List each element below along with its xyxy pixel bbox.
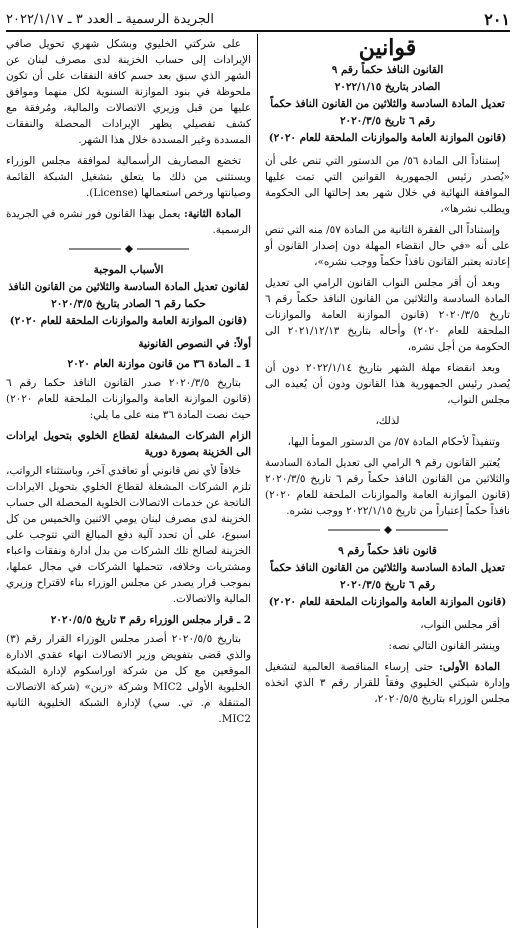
law2-title-line: تعديل المادة السادسة والثلاثين من القانون النافذ حكماً رقم ٦ تاريخ ٢٠٢٠/٣/٥ bbox=[270, 562, 505, 591]
section-title: قوانين bbox=[358, 35, 417, 61]
header-rule bbox=[6, 30, 510, 32]
paragraph: أقر مجلس النواب، bbox=[420, 619, 500, 631]
therefore-label: لذلك، bbox=[375, 415, 400, 427]
article-label: المادة الثانية: bbox=[184, 208, 242, 220]
subheading: 2 ـ قرار مجلس الوزراء رقم ٣ تاريخ ٢٠٢٠/٥/٥ bbox=[50, 614, 251, 626]
subheading: أولاً: في النصوص القانونية bbox=[138, 338, 251, 350]
reasons-title-line: (قانون الموازنة العامة والموازنات الملحقة للعام ٢٠٢٠) bbox=[9, 315, 248, 327]
law-title-line: (قانون الموازنة العامة والموازنات الملحقة للعام ٢٠٢٠) bbox=[268, 132, 507, 144]
subheading: 1 ـ المادة ٣٦ من قانون موازنة العام ٢٠٢٠ bbox=[67, 358, 251, 370]
paragraph: بتاريخ ٢٠٢٠/٣/٥ صدر القانون النافذ حكما رقم ٦ (قانون الموازنة العامة والموازنات الملحقة للعام ٢٠٢٠) حيث نصت المادة ٣٦ منه على ما يلي: bbox=[6, 377, 251, 421]
paragraph: وتنفيذاً لأحكام المادة ٥٧/ من الدستور المومأ اليها، bbox=[287, 436, 500, 448]
reasons-title bbox=[6, 262, 251, 330]
law2-title-line: قانون نافذ حكماً رقم ٩ bbox=[338, 545, 437, 557]
law-title-line: تعديل المادة السادسة والثلاثين من القانون النافذ حكماً رقم ٦ تاريخ ٢٠٢٠/٣/٥ bbox=[270, 98, 505, 127]
paragraph: وبعد انقضاء مهلة الشهر بتاريخ ٢٠٢٢/١/١٤ دون أن يُصدر رئيس الجمهورية هذا القانون ودون أن يُعيده الى مجلس النواب، bbox=[265, 362, 510, 406]
law2-title bbox=[265, 543, 510, 611]
reasons-title-line: لقانون تعديل المادة السادسة والثلاثين من القانون النافذ حكما رقم ٦ الصادر بتاريخ ٢٠٢٠/٣/٥ bbox=[8, 281, 249, 310]
law-title-line: الصادر بتاريخ ٢٠٢٢/١/١٥ bbox=[334, 81, 441, 93]
page-header bbox=[6, 8, 510, 30]
paragraph: بتاريخ ٢٠٢٠/٥/٥ أصدر مجلس الوزراء القرار رقم (٣) والذي قضى بتفويض وزير الاتصالات انهاء عقدي الادارة الموقعين مع كل من شركة اوراسكوم لإدارة الشبكة الخليوية الأولى MIC2 وشركة «زين» (شركة الاتصالات المتنقلة م. تي. سي) لإدارة الشبكة الخليوية الثانية MIC2. bbox=[6, 633, 251, 725]
paragraph: خلافاً لأي نص قانوني أو تعاقدي آخر، وباستثناء الرواتب، تلزم الشركات المشغلة لقطاع الخلوي بتحويل الايرادات الناتجة عن خدمات الاتصالات الخلوية المحصلة الى حساب الخزينة لدى مصرف لبنان يومي الاثنين والخميس من كل اسبوع، على أن تحدد آلية دفع المبالغ التي تتوجب على الخزينة لصالح تلك الشركات من بدل ادارة ونفقات واعباء ومشتريات وخلافه، تتحملها الشركات في مجال عملها، بموجب قرار يصدر عن مجلس الوزراء بناء لاقتراح وزيري المالية والاتصالات. bbox=[6, 465, 251, 605]
divider-ornament bbox=[6, 244, 251, 254]
paragraph: وإستناداً الى الفقرة الثانية من المادة ٥٧/ منه التي تنص على أنه «في حال انقضاء المهلة دون إصدار القانون أو إعادته يعتبر القانون نافذاً حكماً ووجب نشره»، bbox=[265, 224, 510, 268]
paragraph: تخضع المصاريف الرأسمالية لموافقة مجلس الوزراء ويستثنى من ذلك ما يتعلق بتشغيل الشبكة القائمة وصيانتها ورخص استعمالها (License). bbox=[6, 155, 251, 199]
column-divider bbox=[257, 34, 258, 928]
law-title bbox=[265, 62, 510, 147]
article-text: يعمل بهذا القانون فور نشره في الجريدة الرسمية. bbox=[6, 208, 251, 236]
right-column bbox=[265, 36, 510, 712]
subheading: الزام الشركات المشغلة لقطاع الخلوي بتحويل ايرادات الى الخزينة بصورة دورية bbox=[6, 430, 251, 458]
reasons-title-line: الأسباب الموجبة bbox=[93, 264, 164, 276]
paragraph: يُعتبر القانون رقم ٩ الرامي الى تعديل المادة السادسة والثلاثين من القانون النافذ حكماً رقم ٦ تاريخ ٢٠٢٠/٣/٥ (قانون الموازنة العامة والموازنات الملحقة للعام ٢٠٢٠) نافذاً حكماً إعتباراً من تاريخ ٢٠٢٢/١/١٥ ووجب نشره. bbox=[265, 457, 510, 517]
law-title-line: القانون النافذ حكماً رقم ٩ bbox=[331, 64, 444, 76]
law2-title-line: (قانون الموازنة العامة والموازنات الملحقة للعام ٢٠٢٠) bbox=[268, 596, 507, 608]
article-text: حتى إرساء المناقصة العالمية لتشغيل وإدارة شبكتي الخليوي وفقاً للقرار رقم ٣ الذي اتخذه مجلس الوزراء بتاريخ ٢٠٢٠/٥/٥، bbox=[265, 661, 511, 705]
left-column bbox=[6, 36, 251, 732]
paragraph: على شركتي الخليوي وبشكل شهري تحويل صافي الإيرادات إلى حساب الخزينة لدى مصرف لبنان عن الشهر الذي سبق بعد حسم كافة النفقات على أن تكون ملحوظة في بنود الموازنة السنوية لكل منهما وموافق عليها من قبل وزيري الاتصالات والمالية، ومُرفقة مع كشف تفصيلي يظهر الإيرادات المحصلة والنفقات المسددة وغير المسددة خلال هذا الشهر. bbox=[6, 38, 251, 146]
divider-ornament bbox=[265, 525, 510, 535]
page-number: ٢٠١ bbox=[484, 9, 510, 29]
article-label: المادة الأولى: bbox=[438, 661, 500, 673]
paragraph: وينشر القانون التالي نصه: bbox=[388, 640, 500, 652]
article-one bbox=[265, 659, 510, 707]
paragraph: إستناداً الى المادة ٥٦/ من الدستور التي تنص على أن «يُصدر رئيس الجمهورية القوانين التي تمت عليها الموافقة النهائية في خلال شهر بعد إحالتها الى الحكومة ويطلب نشرها»، bbox=[265, 155, 510, 215]
article-two bbox=[6, 206, 251, 238]
gazette-title: الجريدة الرسمية ـ العدد ٣ ـ ٢٠٢٢/١/١٧ bbox=[6, 11, 214, 27]
paragraph: وبعد أن أقر مجلس النواب القانون الرامي الى تعديل المادة السادسة والثلاثين من القانون النافذ حكماً رقم ٦ تاريخ ٢٠٢٠/٣/٥ (قانون الموازنة العامة والموازنات الملحقة للعام ٢٠٢٠) وأحاله بتاريخ ٢٠٢١/١٢/١٣ الى الحكومة من أجل نشره، bbox=[265, 277, 510, 353]
